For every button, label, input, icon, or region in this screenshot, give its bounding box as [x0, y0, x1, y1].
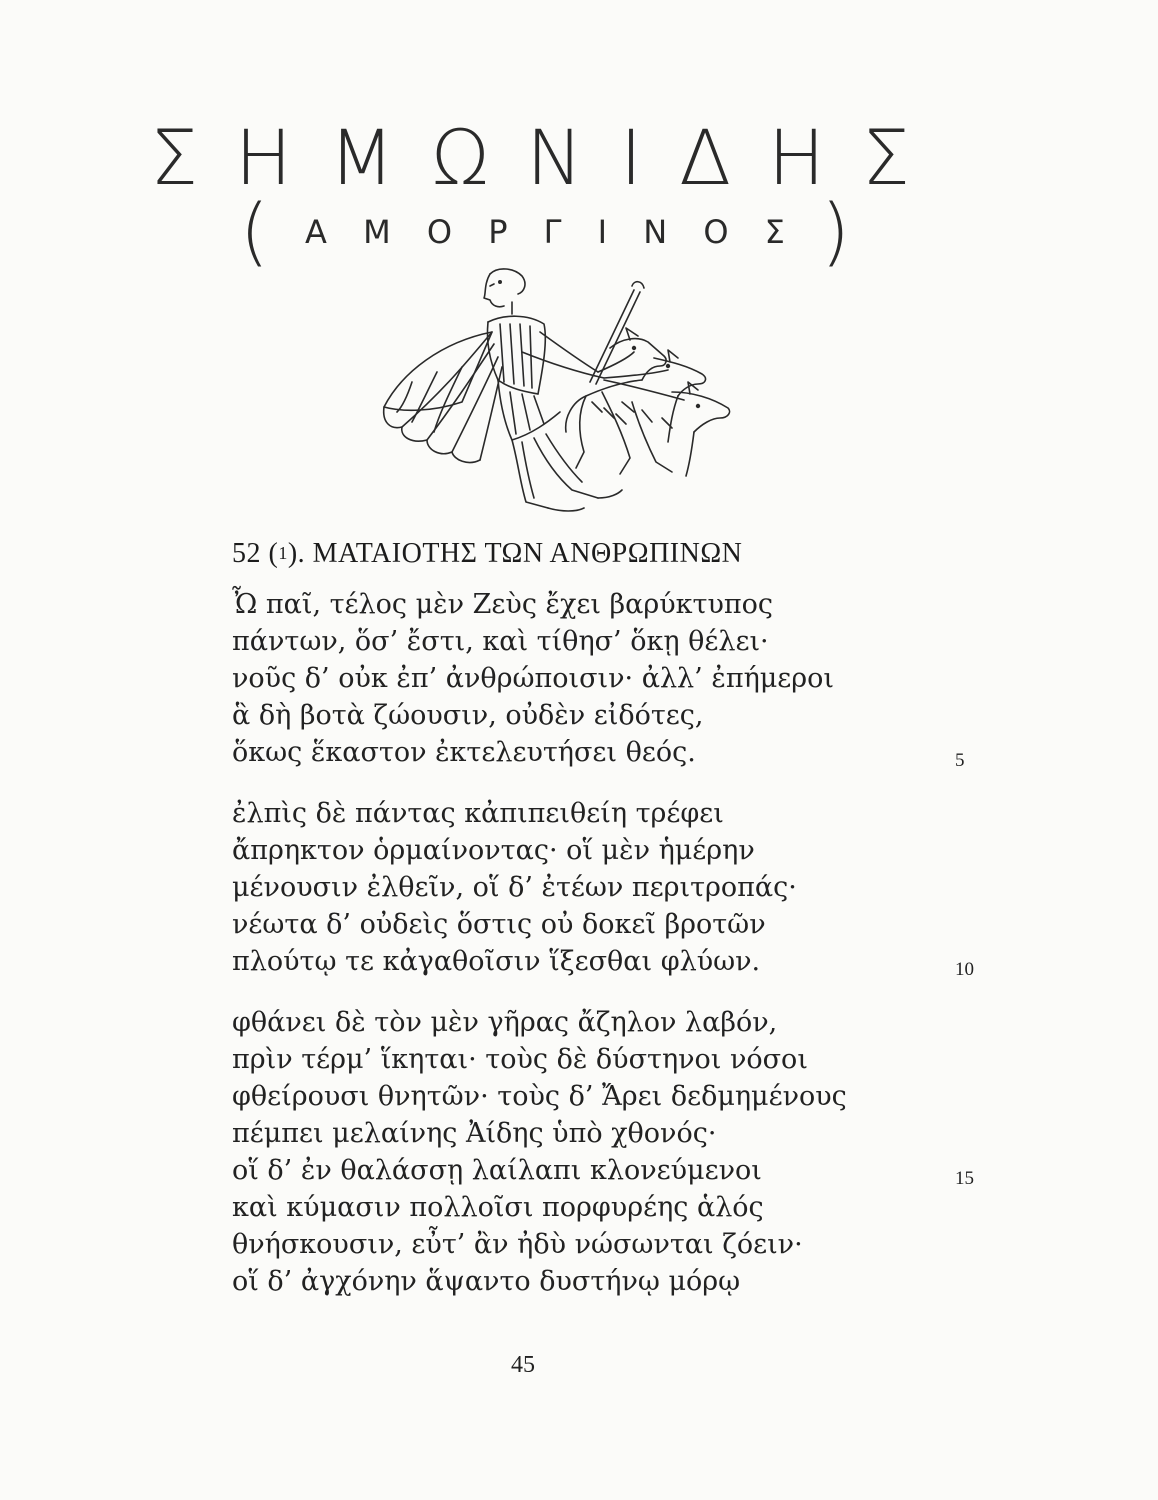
youth-with-aulos-and-hounds-illustration	[372, 262, 762, 524]
stanza-2	[232, 795, 797, 980]
verse-line: νέωτα δ’ οὐδεὶς ὅστις οὐ δοκεῖ βροτῶν	[232, 909, 766, 940]
verse-line: πλούτῳ τε κἀγαθοῖσιν ἵξεσθαι φλύων.	[232, 946, 761, 977]
verse-line: ἐλπὶς δὲ πάντας κἀπιπειθείη τρέφει	[232, 798, 724, 829]
subtitle-close-paren: )	[821, 189, 850, 275]
cloak	[384, 332, 502, 462]
stanza-1	[232, 586, 834, 771]
author-subtitle	[240, 189, 850, 275]
line-number: 5	[955, 750, 965, 771]
verse-line: μένουσιν ἐλθεῖν, οἵ δ’ ἐτέων περιτροπάς·	[232, 872, 797, 903]
fragment-open-paren: (	[268, 538, 279, 569]
line-number: 15	[955, 1168, 974, 1189]
subtitle-letter: Μ	[363, 213, 391, 251]
subtitle-letter: Ν	[643, 213, 668, 251]
title-letter: Ι	[619, 113, 643, 202]
subtitle-open-paren: (	[240, 189, 269, 275]
verse-line: νοῦς δ’ οὐκ ἐπ’ ἀνθρώποισιν· ἀλλ’ ἐπήμεροι	[232, 663, 834, 694]
verse-line: θνήσκουσιν, εὖτ’ ἂν ἠδὺ νώσωνται ζόειν·	[232, 1229, 803, 1260]
title-letter: Σ	[150, 113, 199, 202]
subtitle-letter: Ι	[597, 213, 608, 251]
subtitle-letter: Ο	[703, 213, 729, 251]
fragment-number: 1	[278, 543, 288, 563]
verse-line: πάντων, ὅσ’ ἔστι, καὶ τίθησ’ ὅκῃ θέλει·	[232, 626, 769, 657]
stanza-3	[232, 1004, 847, 1300]
verse-line: ὅκως ἕκαστον ἐκτελευτήσει θεός.	[232, 737, 696, 768]
fragment-close-paren: ).	[287, 538, 306, 569]
verse-line: οἵ δ’ ἀγχόνην ἅψαντο δυστήνῳ μόρῳ	[232, 1266, 741, 1297]
verse-line: φθάνει δὲ τὸν μὲν γῆρας ἄζηλον λαβόν,	[232, 1007, 778, 1038]
subtitle-letter: Ρ	[488, 213, 508, 251]
hounds	[566, 328, 730, 476]
verse-line: ἃ δὴ βοτὰ ζώουσιν, οὐδὲν εἰδότες,	[232, 700, 704, 731]
poem-number: 52	[232, 538, 261, 569]
page-number: 45	[511, 1352, 535, 1378]
poem-heading	[232, 538, 742, 570]
title-letter: Μ	[328, 113, 395, 202]
title-letter: Ω	[431, 113, 490, 202]
subtitle-letter: Α	[305, 213, 327, 251]
poem-title: ΜΑΤΑΙΟΤΗΣ ΤΩΝ ΑΝΘΡΩΠΙΝΩΝ	[312, 538, 743, 569]
verse-line: Ὦ παῖ, τέλος μὲν Ζεὺς ἔχει βαρύκτυπος	[232, 589, 774, 620]
verse-line: πρὶν τέρμ’ ἵκηται· τοὺς δὲ δύστηνοι νόσοι	[232, 1044, 808, 1075]
verse-line: οἵ δ’ ἐν θαλάσσῃ λαίλαπι κλονεύμενοι	[232, 1155, 762, 1186]
verse-line: φθείρουσι θνητῶν· τοὺς δ’ Ἄρει δεδμημένους	[232, 1081, 847, 1112]
subtitle-letter: Γ	[543, 213, 562, 251]
verse-line: καὶ κύμασιν πολλοῖσι πορφυρέης ἁλός	[232, 1192, 764, 1223]
subtitle-letter: Σ	[764, 213, 785, 251]
title-letter: Η	[767, 113, 826, 202]
line-number: 10	[955, 959, 974, 980]
title-letter: Σ	[861, 113, 910, 202]
verse-line: ἄπρηκτον ὁρμαίνοντας· οἵ μὲν ἡμέρην	[232, 835, 755, 866]
author-title	[150, 113, 910, 202]
title-letter: Η	[234, 113, 293, 202]
verse-line: πέμπει μελαίνης Ἀίδης ὑπὸ χθονός·	[232, 1118, 717, 1149]
subtitle-letter: Ο	[426, 213, 453, 251]
title-letter: Δ	[679, 113, 732, 202]
title-letter: Ν	[526, 113, 584, 202]
